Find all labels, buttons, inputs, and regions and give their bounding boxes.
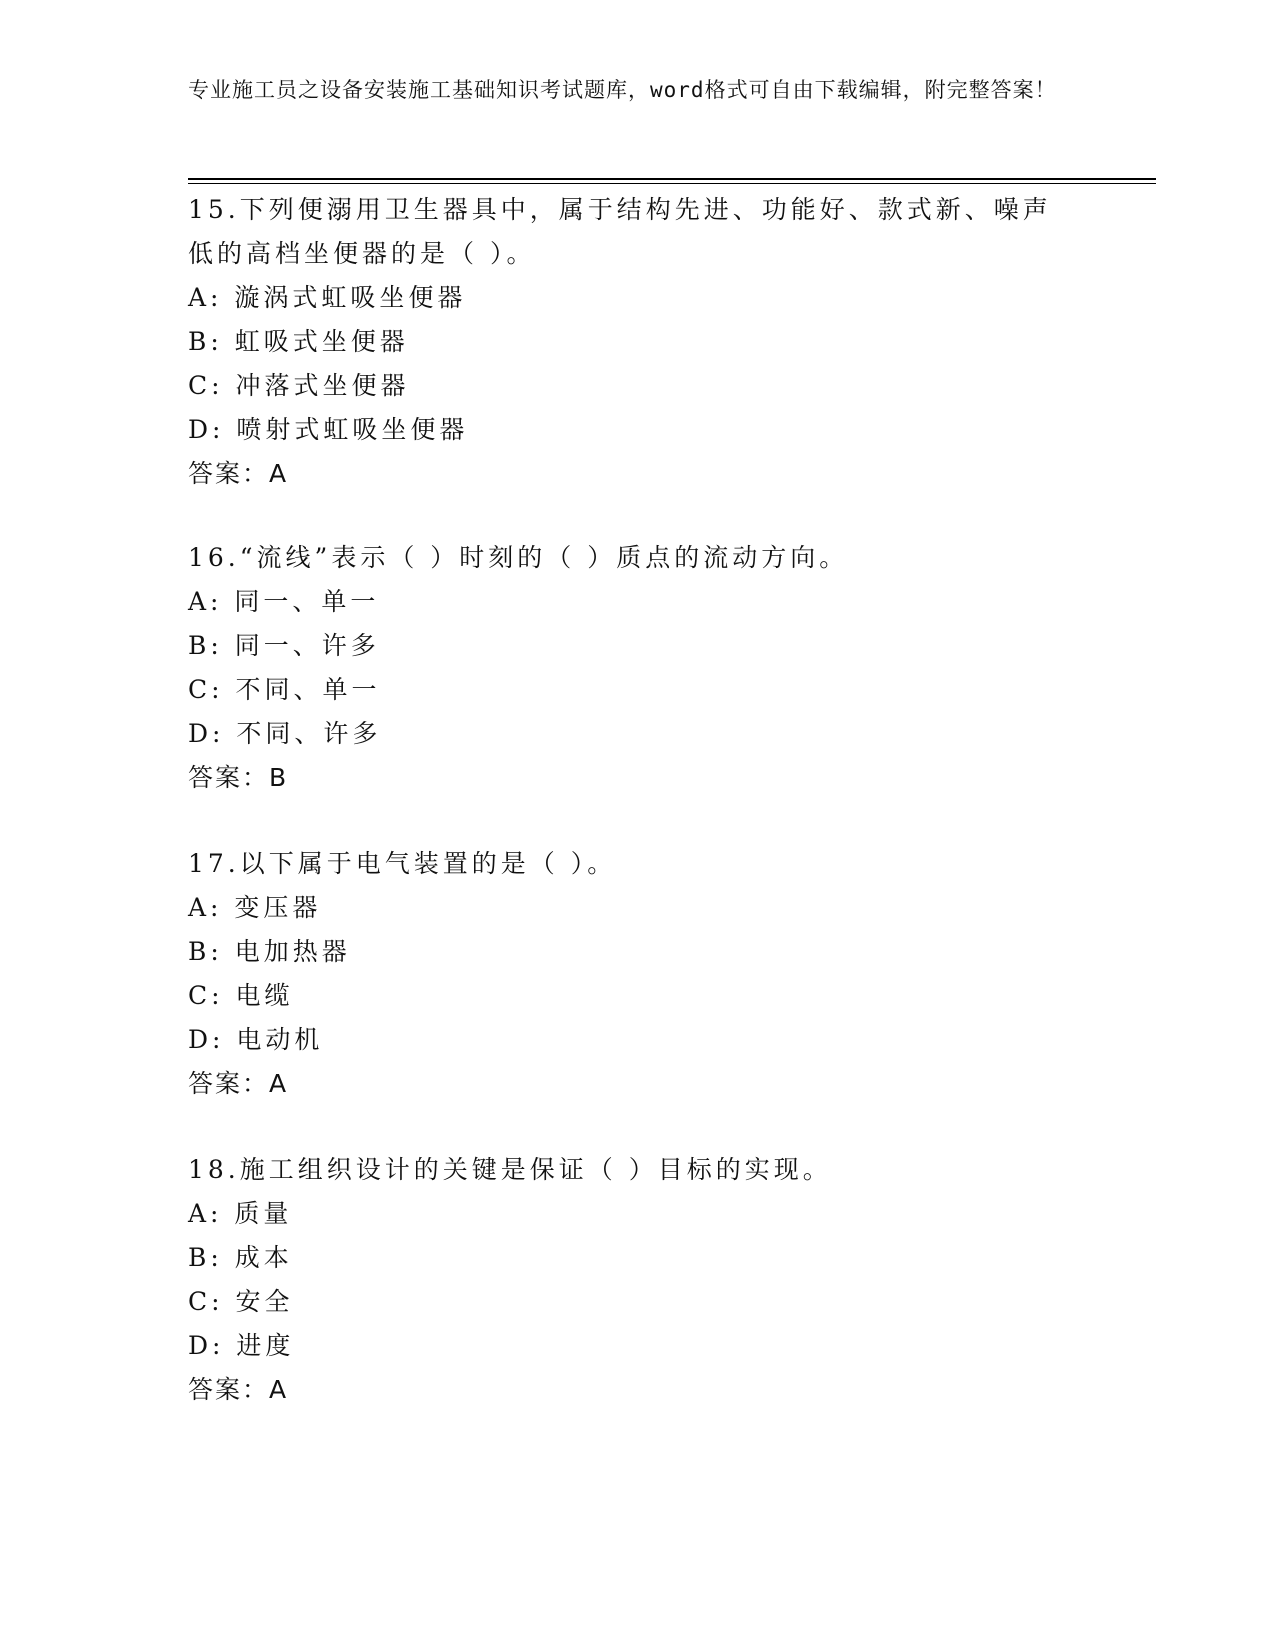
question-stem: 15.下列便溺用卫生器具中，属于结构先进、功能好、款式新、噪声低的高档坐便器的是（ ）。	[188, 195, 1052, 268]
option-c: C: 冲落式坐便器	[188, 371, 410, 400]
header-divider-thin	[188, 183, 1156, 184]
question-stem: 17.以下属于电气装置的是（ ）。	[188, 849, 617, 878]
question-stem: 16.“流线”表示（ ）时刻的（ ）质点的流动方向。	[188, 543, 849, 572]
option-c: C: 不同、单一	[188, 675, 381, 704]
option-a: A: 变压器	[188, 893, 322, 922]
option-d: D: 进度	[188, 1331, 295, 1360]
answer: 答案：B	[188, 763, 289, 792]
answer: 答案：A	[188, 459, 289, 488]
option-c: C: 电缆	[188, 981, 294, 1010]
document-header: 专业施工员之设备安装施工基础知识考试题库，word格式可自由下载编辑，附完整答案！	[188, 78, 1057, 102]
option-b: B: 电加热器	[188, 937, 351, 966]
option-c: C: 安全	[188, 1287, 294, 1316]
option-a: A: 质量	[188, 1199, 293, 1228]
option-a: A: 漩涡式虹吸坐便器	[188, 283, 467, 312]
header-divider-thick	[188, 178, 1156, 180]
question-15	[188, 188, 1088, 496]
question-16	[188, 536, 1088, 800]
option-b: B: 成本	[188, 1243, 293, 1272]
answer: 答案：A	[188, 1069, 289, 1098]
option-a: A: 同一、单一	[188, 587, 380, 616]
question-17	[188, 842, 1088, 1106]
option-d: D: 不同、许多	[188, 719, 382, 748]
option-b: B: 同一、许多	[188, 631, 380, 660]
question-stem: 18.施工组织设计的关键是保证（ ）目标的实现。	[188, 1155, 832, 1184]
option-b: B: 虹吸式坐便器	[188, 327, 409, 356]
answer: 答案：A	[188, 1375, 289, 1404]
option-d: D: 喷射式虹吸坐便器	[188, 415, 469, 444]
option-d: D: 电动机	[188, 1025, 324, 1054]
question-18	[188, 1148, 1088, 1412]
